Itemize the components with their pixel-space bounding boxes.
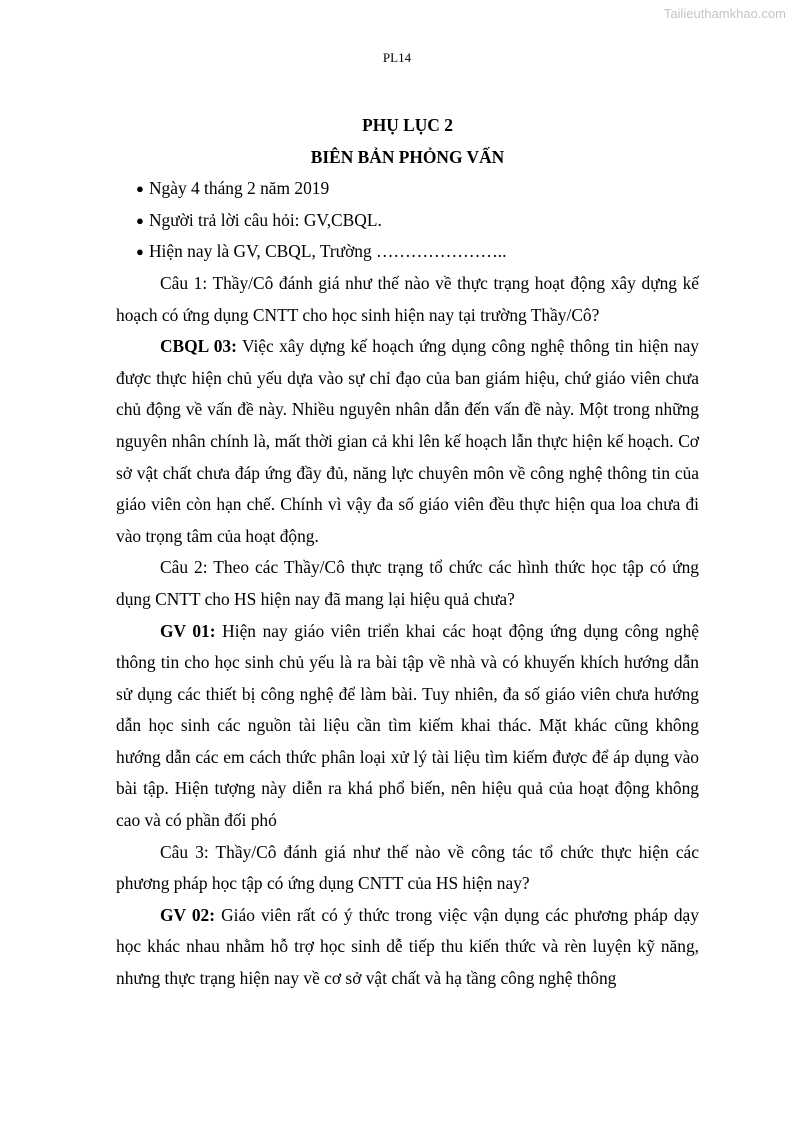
bullet-icon: ● <box>136 212 144 228</box>
question-2: Câu 2: Theo các Thầy/Cô thực trạng tổ chức các hình thức học tập có ứng dụng CNTT cho HS hiện nay đã mang lại hiệu quả chưa? <box>116 557 699 609</box>
speaker-label: GV 01: <box>160 620 216 641</box>
meta-text: Người trả lời câu hỏi: GV,CBQL. <box>149 209 382 230</box>
answer-text: Giáo viên rất có ý thức trong việc vận dụng các phương pháp dạy học khác nhau nhằm hỗ trợ học sinh dễ tiếp thu kiến thức và rèn luyện kỹ năng, nhưng thực trạng hiện nay về cơ sở vật chất và hạ tầng công nghệ thông <box>116 904 699 989</box>
bullet-icon: ● <box>136 181 144 197</box>
meta-item-date <box>116 173 699 205</box>
meta-text: Hiện nay là GV, CBQL, Trường ………………….. <box>149 241 507 262</box>
answer-1 <box>116 331 699 552</box>
meta-text: Ngày 4 tháng 2 năm 2019 <box>149 178 330 199</box>
meta-item-respondent <box>116 205 699 237</box>
answer-text: Hiện nay giáo viên triển khai các hoạt động ứng dụng công nghệ thông tin cho học sinh chủ yếu là ra bài tập về nhà và có khuyến khích hướng dẫn sử dụng các thiết bị công nghệ để làm bài. Tuy nhiên, đa số giáo viên chưa hướng dẫn học sinh các nguồn tài liệu cần tìm kiếm khai thác. Mặt khác cũng không hướng dẫn các em cách thức phân loại xử lý tài liệu tìm kiếm được để áp dụng vào bài tập. Hiện tượng này diễn ra khá phổ biến, nên hiệu quả của hoạt động không cao và có phần đối phó <box>116 620 699 831</box>
document-body <box>116 110 699 995</box>
page-number: PL14 <box>382 50 412 65</box>
meta-list <box>116 173 699 268</box>
meta-item-school <box>116 236 699 268</box>
speaker-label: CBQL 03: <box>160 336 237 357</box>
question-1: Câu 1: Thầy/Cô đánh giá như thế nào về thực trạng hoạt động xây dựng kế hoạch có ứng dụng CNTT cho học sinh hiện nay tại trường Thầy/Cô? <box>116 272 699 325</box>
answer-2 <box>116 616 699 837</box>
question-3: Câu 3: Thầy/Cô đánh giá như thế nào về công tác tổ chức thực hiện các phương pháp học tập có ứng dụng CNTT của HS hiện nay? <box>116 841 699 894</box>
watermark: Tailieuthamkhao.com <box>663 6 786 21</box>
answer-3 <box>116 900 699 995</box>
appendix-heading: PHỤ LỤC 2 <box>362 115 453 135</box>
answer-text: Việc xây dựng kế hoạch ứng dụng công nghệ thông tin hiện nay được thực hiện chủ yếu dựa vào sự chỉ đạo của ban giám hiệu, chứ giáo viên chưa chủ động về vấn đề này. Nhiều nguyên nhân dẫn đến vấn đề này. Một trong những nguyên nhân chính là, mất thời gian cả khi lên kế hoạch lẫn thực hiện kế hoạch. Cơ sở vật chất chưa đáp ứng đầy đủ, năng lực chuyên môn về công nghệ thông tin của giáo viên còn hạn chế. Chính vì vậy đa số giáo viên đều thực hiện qua loa chưa đi vào trọng tâm của hoạt động. <box>116 336 699 546</box>
document-title: BIÊN BẢN PHỎNG VẤN <box>310 146 505 167</box>
bullet-icon: ● <box>136 244 144 260</box>
speaker-label: GV 02: <box>160 904 216 925</box>
